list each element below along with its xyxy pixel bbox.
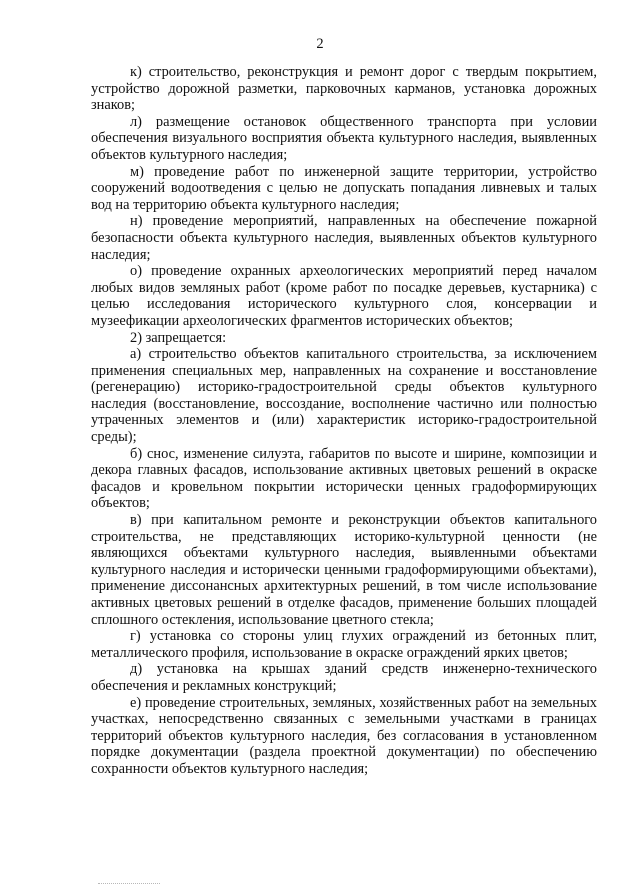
paragraph-v: в) при капитальном ремонте и реконструкции объектов капитального строительства, не представляющих историко-культурной ценности (не являющихся объектами культурного наследия, выявленными объектами культурного наследия и исторически ценными градоформирующими объектами), применение диссонансных архитектурных решений, в том числе использование активных цветовых решений в отделке фасадов, применение больших площадей сплошного остекления, использование цветного стекла; (91, 512, 597, 628)
paragraph-g: г) установка со стороны улиц глухих ограждений из бетонных плит, металлического профиля, использование в окраске ограждений ярких цветов; (91, 628, 597, 661)
document-body (91, 64, 597, 778)
scan-mark (98, 883, 160, 886)
paragraph-n: н) проведение мероприятий, направленных на обеспечение пожарной безопасности объекта культурного наследия, выявленных объектов культурного наследия; (91, 213, 597, 263)
paragraph-d: д) установка на крышах зданий средств инженерно-технического обеспечения и рекламных конструкций; (91, 661, 597, 694)
paragraph-k: к) строительство, реконструкция и ремонт дорог с твердым покрытием, устройство дорожной разметки, парковочных карманов, установка дорожных знаков; (91, 64, 597, 114)
paragraph-b: б) снос, изменение силуэта, габаритов по высоте и ширине, композиции и декора главных фасадов, использование активных цветовых решений в окраске фасадов и кровельном покрытии исторически ценных градоформирующих объектов; (91, 445, 597, 512)
paragraph-o: о) проведение охранных археологических мероприятий перед началом любых видов земляных работ (кроме работ по посадке деревьев, кустарника) с целью исследования исторического культурного слоя, консервации и музеефикации археологических фрагментов исторических объектов; (91, 263, 597, 329)
paragraph-prohibited-heading: 2) запрещается: (130, 329, 227, 346)
paragraph-m: м) проведение работ по инженерной защите территории, устройство сооружений водоотведения с целью не допускать попадания ливневых и талых вод на территорию объекта культурного наследия; (91, 163, 597, 213)
paragraph-a: а) строительство объектов капитального строительства, за исключением применения специальных мер, направленных на сохранение и восстановление (регенерацию) историко-градостроительной среды объектов культурного наследия (восстановление, воссоздание, восполнение частично или полностью утраченных элементов и (или) характеристик историко-градостроительной среды); (91, 346, 597, 446)
page-number: 2 (316, 36, 324, 52)
paragraph-l: л) размещение остановок общественного транспорта при условии обеспечения визуального восприятия объекта культурного наследия, выявленных объектов культурного наследия; (91, 113, 597, 163)
paragraph-e: е) проведение строительных, земляных, хозяйственных работ на земельных участках, непосредственно связанных с земельными участками в границах территорий объектов культурного наследия, без согласования в установленном порядке документации (раздела проектной документации) по обеспечению сохранности объектов культурного наследия; (91, 694, 597, 777)
